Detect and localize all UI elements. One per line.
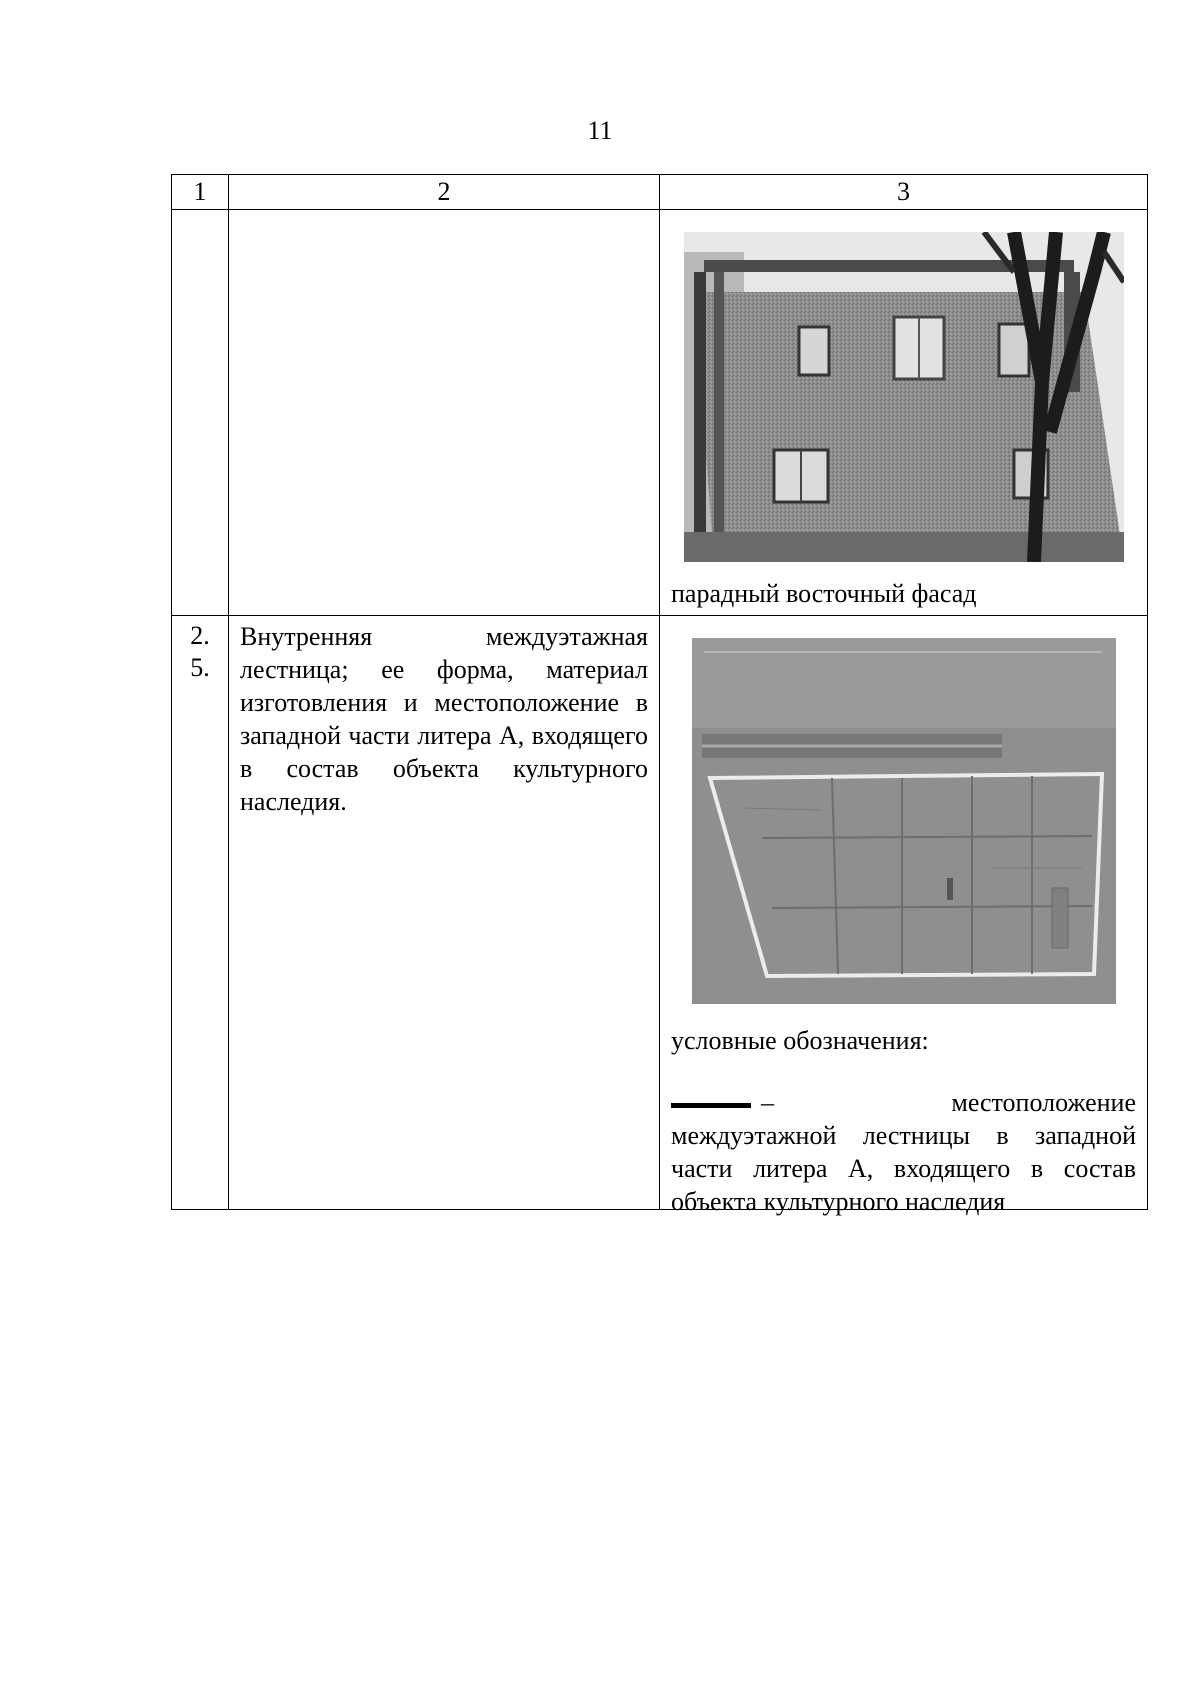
facade-photo bbox=[684, 232, 1124, 562]
illustration-cell bbox=[660, 210, 1148, 616]
column-header-1: 1 bbox=[172, 175, 229, 210]
legend-entry bbox=[671, 1086, 1136, 1218]
legend-line-swatch bbox=[671, 1103, 751, 1108]
legend-dash: – bbox=[761, 1088, 774, 1117]
illustration-cell bbox=[660, 616, 1148, 1216]
description-cell: Внутренняя междуэтажная лестница; ее форма, материал изготовления и местоположение в западной части литера А, входящего в состав объекта культурного наследия. bbox=[229, 616, 660, 1210]
legend-title: условные обозначения: bbox=[671, 1026, 929, 1055]
table-row bbox=[172, 210, 1148, 616]
row-number-cell: 2. 5. bbox=[172, 616, 229, 1210]
heritage-table bbox=[171, 174, 1148, 1216]
photo-caption: парадный восточный фасад bbox=[671, 579, 977, 608]
legend-text: местоположение междуэтажной лестницы в западной части литера А, входящего в состав объекта культурного наследия bbox=[671, 1088, 1136, 1216]
table-header-row bbox=[172, 175, 1148, 210]
floor-plan-image bbox=[692, 638, 1116, 1004]
description-cell bbox=[229, 210, 660, 616]
page-number: 11 bbox=[587, 116, 613, 145]
column-header-2: 2 bbox=[229, 175, 660, 210]
table-row bbox=[172, 616, 1148, 1210]
column-header-3: 3 bbox=[660, 175, 1148, 210]
row-number-cell bbox=[172, 210, 229, 616]
